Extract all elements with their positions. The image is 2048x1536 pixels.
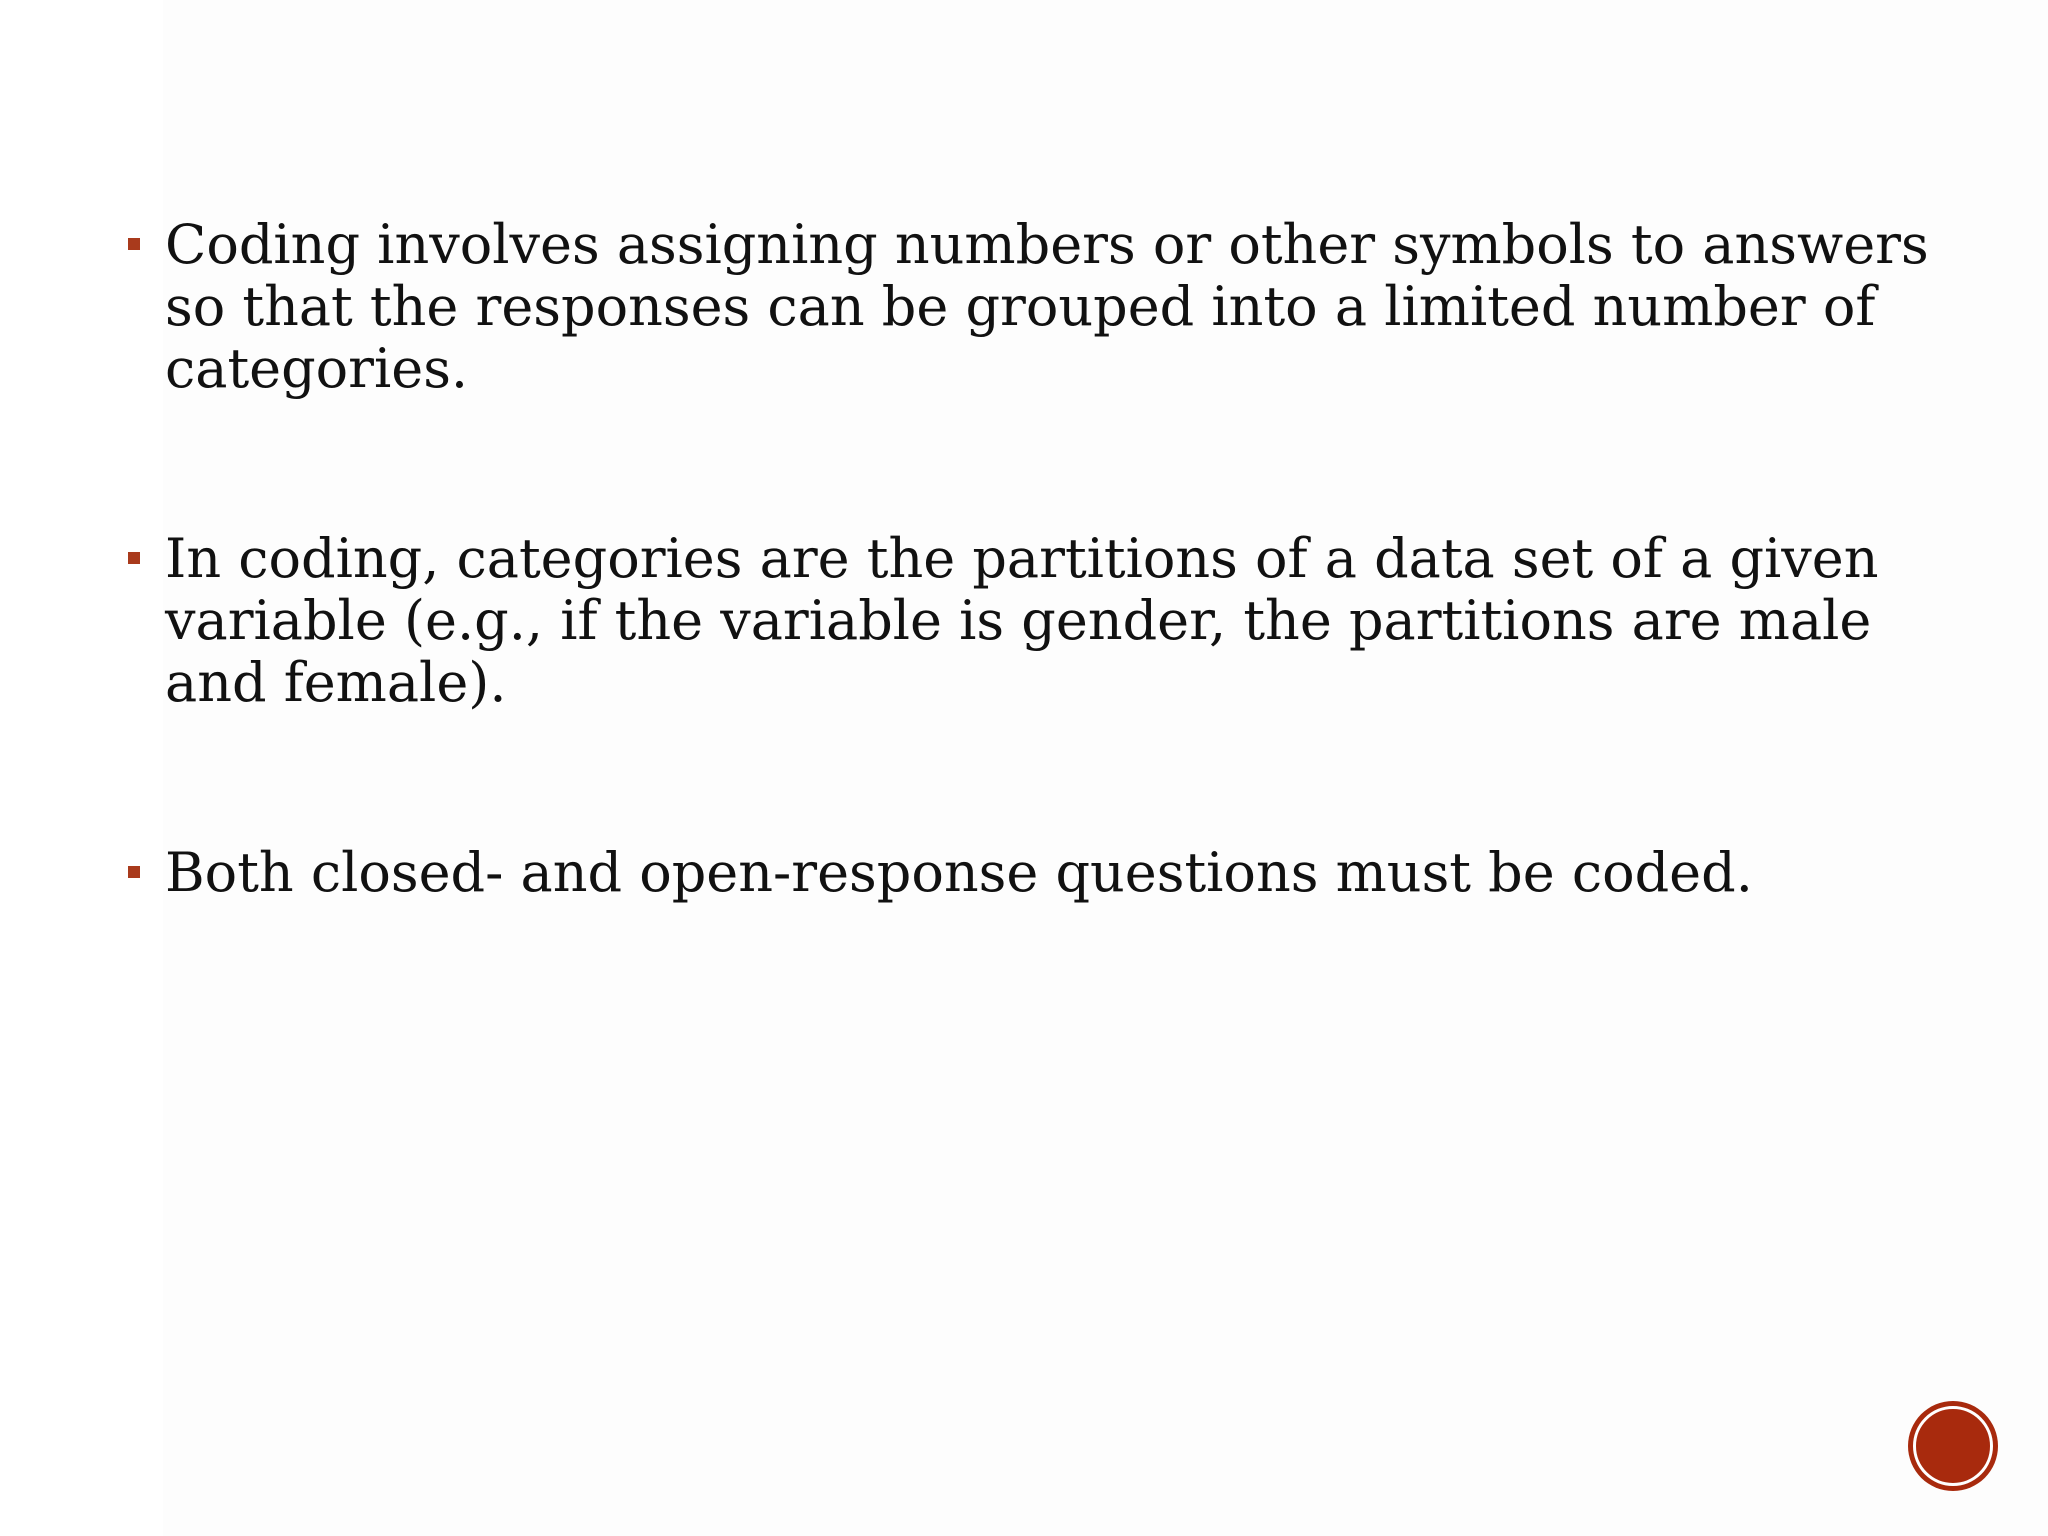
square-bullet-icon [128,238,140,250]
square-bullet-icon [128,866,140,878]
slide-number-circle-icon [1908,1401,1998,1491]
badge-ring [1913,1406,1993,1486]
bullet-text: Coding involves assigning numbers or other symbols to answers so that the responses can be grouped into a limited number of categories. [165,213,1929,400]
bullet-text: In coding, categories are the partitions of a data set of a given variable (e.g., if the variable is gender, the partitions are male and female). [165,527,1879,714]
bullet-text: Both closed- and open-response questions must be coded. [165,841,1753,904]
square-bullet-icon [128,552,140,564]
